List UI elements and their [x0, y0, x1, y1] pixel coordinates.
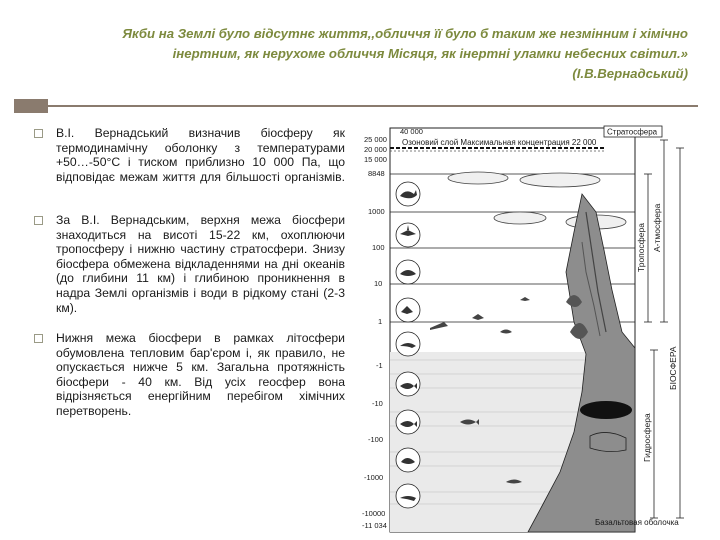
svg-text:Стратосфера: Стратосфера: [607, 127, 658, 137]
biosphere-diagram: [360, 122, 705, 534]
altitude-tick: 1000: [368, 207, 385, 216]
altitude-tick: -1: [376, 361, 383, 370]
paragraph-3: Нижня межа біосфери в рамках літосфери обумовлена тепловим бар'єром і, як правило, не опускається нижче 5 км. Загальна протяжність біосфери - 40 км. Від усіх геосфер вона відрізняється енергійним перебігом хімічних перетворень.: [56, 331, 345, 418]
title-rule-block: [14, 99, 48, 113]
top-altitude-label: 40 000: [400, 127, 423, 136]
epigraph-quote: [60, 24, 688, 84]
biosphere-label: БІОСФЕРА: [668, 346, 678, 390]
quote-line-1: Якби на Землі було відсутнє життя,,обличчя її було б таким же незмінним і хімічно: [122, 26, 688, 41]
altitude-tick: 8848: [368, 169, 385, 178]
quote-line-2: інертним, як нерухоме обличчя Місяця, як інертні уламки небесних світил.»: [172, 46, 688, 61]
bullet-1: [34, 129, 43, 138]
altitude-tick: -10000: [362, 509, 386, 518]
altitude-tick: -100: [368, 435, 384, 444]
paragraph-2: За В.І. Вернадським, верхня межа біосфери знаходиться на висоті 15-22 км, охоплюючи тропосферу і нижню частину стратосфери. Знизу біосфера обмежена відкладеннями на дні океанів (до глибини 11 км) і глибиною проникнення в надра Землі організмів і води в рідкому стані (2-3 км).: [56, 213, 345, 315]
altitude-tick: -11 034: [362, 521, 387, 530]
quote-author: (І.В.Вернадський): [572, 66, 688, 81]
altitude-tick: 25 000: [364, 135, 387, 144]
altitude-tick: 1: [378, 317, 383, 326]
title-rule-line: [48, 105, 698, 107]
altitude-tick: -1000: [364, 473, 384, 482]
bullet-2: [34, 216, 43, 225]
troposphere-label: Тропосфера: [636, 223, 646, 272]
altitude-tick: 10: [374, 279, 383, 288]
altitude-tick: -10: [372, 399, 383, 408]
paragraph-1: В.І. Вернадський визначив біосферу як термодинамічну оболонку з температурами +50…-50°С і тиском приблизно 10 000 Па, що відповідає межам життя для більшості організмів.: [56, 126, 345, 184]
altitude-tick: 15 000: [364, 155, 387, 164]
ozone-label: Озоновий слой Максимальная концентрация 22 000: [402, 138, 597, 147]
basalt-label: Базальтовая оболочка: [595, 518, 679, 527]
stratosphere-tag: [604, 126, 662, 137]
bullet-3: [34, 334, 43, 343]
hydrosphere-label: Гидросфера: [642, 413, 652, 462]
altitude-tick: 100: [372, 243, 385, 252]
altitude-tick: 20 000: [364, 145, 387, 154]
atmosphere-label: А-тмосфера: [652, 203, 662, 252]
